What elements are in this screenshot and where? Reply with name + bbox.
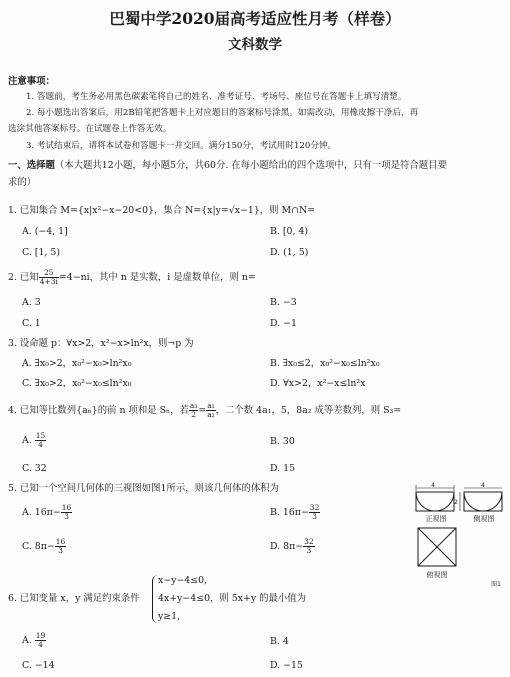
q2-stem-post: =4−ni，其中 n 是实数，i 是虚数单位，则 n=	[58, 272, 256, 283]
q5-b-fraction	[309, 504, 321, 521]
q4-f1-num: a₃	[189, 401, 198, 410]
q6-a-label: A.	[22, 635, 32, 646]
figure-caption: 图1	[491, 581, 501, 588]
q5-b-label: B. 16π−	[270, 507, 309, 518]
q6-constraint-2: 4x+y−4≤0，则 5x+y 的最小值为	[158, 593, 307, 604]
q5-a-num: 16	[61, 503, 72, 512]
q4-stem-post: ，二个数 4a₁，5，8a₂ 成等差数列，则 S₃=	[215, 405, 402, 416]
q5-a-den: 3	[64, 512, 69, 521]
q5-a-label: A. 16π−	[22, 507, 61, 518]
exam-title: 巴蜀中学2020届高考适应性月考（样卷）	[109, 9, 401, 28]
q2-option-b: B. −3	[270, 297, 297, 308]
q6-option-c: C. −14	[22, 660, 55, 671]
q6-a-den: 4	[38, 640, 43, 649]
q1-option-a: A. (−4, 1]	[22, 226, 68, 237]
q3-option-b: B. ∃x₀≤2，x₀²−x₀≤ln²x₀	[270, 358, 380, 369]
q6-a-fraction	[35, 632, 47, 649]
exam-subject: 文科数学	[228, 37, 282, 53]
section-intro: （本大题共12小题，每小题5分，共60分. 在每小题给出的四个选项中，只有一项是符合题目要	[54, 160, 447, 171]
front-view	[416, 485, 454, 511]
q4-option-d: D. 15	[270, 463, 296, 474]
q3-option-d: D. ∀x>2，x²−x≤ln²x	[270, 378, 366, 389]
q2-option-c: C. 1	[22, 318, 41, 329]
q5-b-num: 32	[309, 503, 320, 512]
q4-equals: =	[198, 405, 207, 416]
q4-a-label: A.	[22, 435, 32, 446]
q4-f1-den: 2	[191, 410, 196, 419]
q4-a-num: 15	[35, 431, 46, 440]
q5-d-label: D. 8π−	[270, 541, 304, 552]
q5-option-c	[22, 536, 66, 558]
q1-option-b: B. [0, 4)	[270, 226, 309, 237]
q3-stem: 3. 设命题 p：∀x>2，x²−x>ln²x，则¬p 为	[8, 338, 194, 349]
q2-frac-den: 4+3i	[39, 277, 58, 286]
front-dim-height: 2	[454, 499, 458, 506]
q5-c-label: C. 8π−	[22, 541, 55, 552]
q6-option-a	[22, 630, 46, 652]
q1-option-d: D. (1, 5)	[270, 247, 309, 258]
q4-a-den: 4	[38, 440, 43, 449]
notes-heading: 注意事项：	[8, 76, 55, 87]
q5-d-den: 3	[306, 546, 312, 555]
q4-fraction-1	[189, 402, 198, 419]
q4-f2-num: a₁	[207, 401, 215, 410]
q5-option-d	[270, 536, 315, 558]
q6-a-num: 19	[35, 631, 46, 640]
side-dim-width: 4	[481, 482, 485, 489]
q6-constraint-1: x−y−4≤0,	[158, 575, 208, 586]
q2-fraction	[39, 269, 59, 286]
q5-c-fraction	[55, 538, 67, 555]
q6-stem-pre: 6. 已知变量 x，y 满足约束条件	[8, 593, 140, 604]
q2-option-a: A. 3	[22, 297, 41, 308]
section-intro-cont: 求的）	[8, 177, 37, 188]
q5-stem: 5. 已知一个空间几何体的三视图如图1所示，则该几何体的体积为	[8, 483, 280, 494]
q4-option-c: C. 32	[22, 463, 47, 474]
q6-constraint-3: y≥1,	[158, 611, 181, 622]
section-heading: 一、选择题	[8, 160, 55, 171]
q1-option-c: C. [1, 5)	[22, 247, 61, 258]
side-view	[460, 488, 502, 511]
q5-c-den: 3	[58, 546, 63, 555]
q5-c-num: 16	[55, 537, 66, 546]
q4-fraction-2	[206, 402, 215, 419]
front-view-label: 正视图	[425, 515, 447, 523]
q3-option-c: C. ∃x₀>2，x₀²−x₀≤ln²x₀	[22, 378, 132, 389]
q5-d-num: 32	[304, 537, 314, 546]
q4-a-fraction	[35, 432, 47, 449]
q5-option-b	[270, 502, 320, 524]
q6-option-d: D. −15	[270, 660, 303, 671]
q5-a-fraction	[61, 504, 73, 521]
note-line-1: 1. 答题前，考生务必用黑色碳素笔将自己的姓名、准考证号、考场号、座位号在答题卡上填写清楚。	[26, 92, 407, 102]
side-view-label: 侧视图	[473, 515, 495, 523]
q3-option-a: A. ∃x₀>2，x₀²−x₀>ln²x₀	[22, 358, 132, 369]
q6-option-b: B. 4	[270, 636, 289, 647]
q4-stem-pre: 4. 已知等比数列{aₙ}的前 n 项和是 Sₙ，若	[8, 405, 189, 416]
top-view-label: 俯视图	[426, 571, 448, 579]
q2-option-d: D. −1	[270, 318, 297, 329]
q2-stem	[8, 267, 256, 289]
q4-f2-den: a₂	[207, 410, 215, 419]
q1-stem: 1. 已知集合 M={x|x²−x−20<0}，集合 N={x|y=√x−1}，则 M∩N=	[8, 205, 316, 216]
three-views-figure	[412, 482, 508, 588]
q4-stem	[8, 400, 401, 422]
q5-d-fraction	[303, 538, 315, 555]
note-line-2-cont: 选涂其他答案标号。在试题卷上作答无效。	[8, 124, 172, 134]
top-view	[418, 528, 456, 566]
note-line-2: 2. 每小题选出答案后，用2B铅笔把答题卡上对应题目的答案标号涂黑。如需改动，用橡皮擦干净后，再	[26, 108, 419, 118]
q5-b-den: 3	[312, 512, 317, 521]
q4-option-b: B. 30	[270, 436, 295, 447]
q2-frac-num: 25	[39, 269, 59, 278]
note-line-3: 3. 考试结束后，请将本试卷和答题卡一并交回。满分150分，考试用时120分钟。	[26, 141, 337, 151]
front-dim-width: 4	[431, 482, 435, 489]
q5-option-a	[22, 502, 72, 524]
q2-stem-pre: 2. 已知	[8, 272, 39, 283]
q4-option-a	[22, 430, 46, 452]
